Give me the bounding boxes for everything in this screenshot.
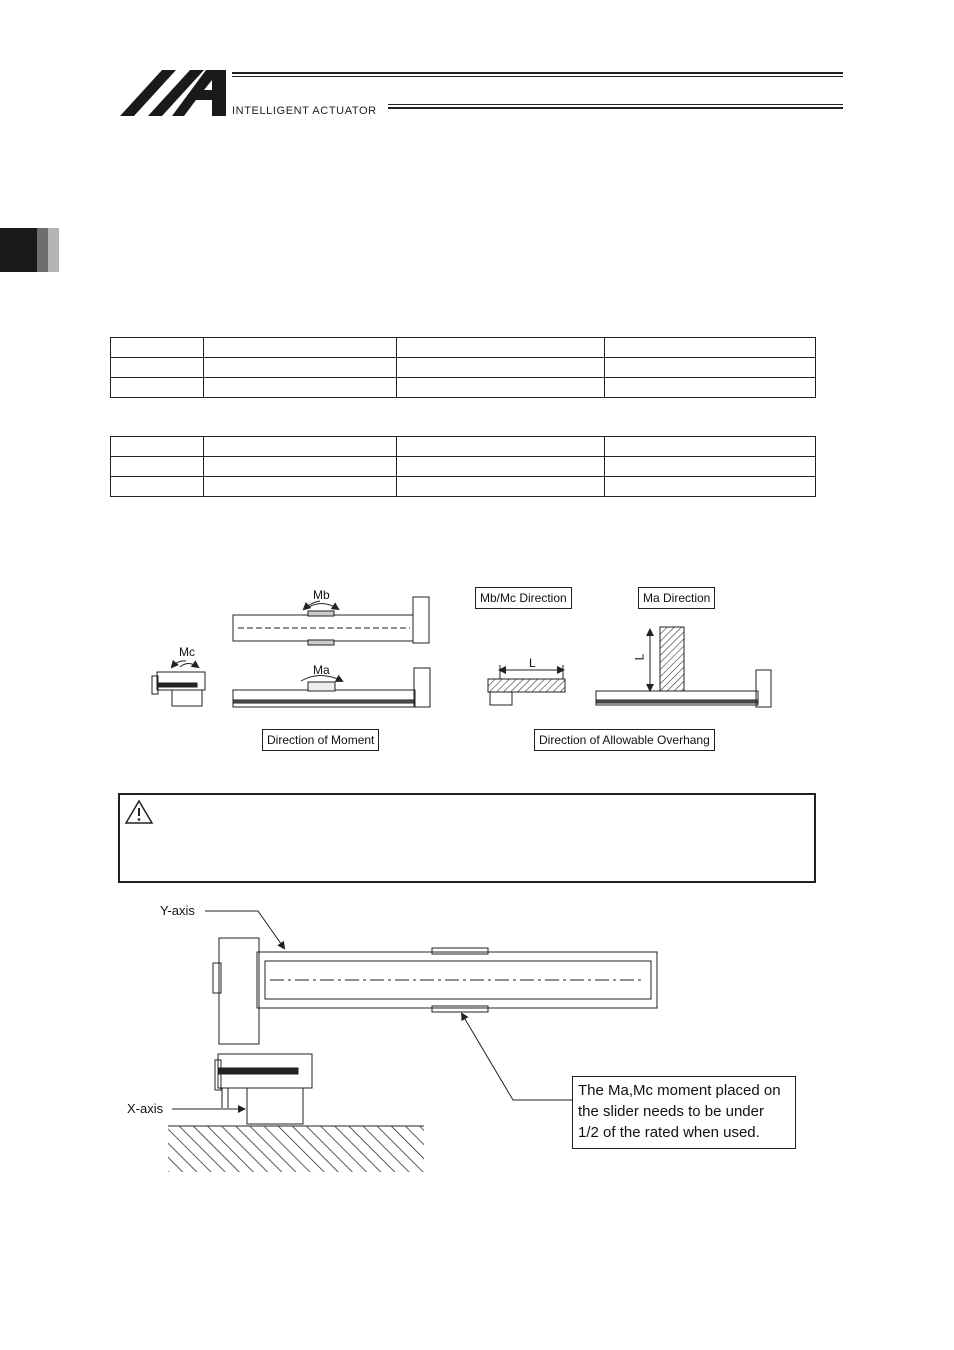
direction-of-moment-label: Direction of Moment (262, 729, 379, 751)
leader-lines (172, 911, 572, 1109)
ma-label: Ma (313, 663, 330, 677)
mb-label: Mb (313, 588, 330, 602)
x-axis-label: X-axis (127, 1101, 164, 1116)
y-axis-actuator (213, 938, 657, 1044)
x-axis-actuator (215, 1054, 312, 1124)
direction-of-overhang-label: Direction of Allowable Overhang (534, 729, 715, 751)
ma-direction-label: Ma Direction (638, 587, 715, 609)
y-axis-label: Y-axis (160, 903, 195, 918)
ground (168, 1126, 424, 1172)
mc-label: Mc (179, 645, 195, 659)
l-vertical-label: L (632, 653, 647, 661)
l-horizontal-label: L (529, 656, 536, 670)
brand-text: INTELLIGENT ACTUATOR (232, 105, 377, 117)
mbmc-direction-label: Mb/Mc Direction (475, 587, 572, 609)
moment-note (572, 1076, 796, 1149)
note-line-1: The Ma,Mc moment placed on (578, 1082, 781, 1099)
note-line-2: the slider needs to be under (578, 1103, 764, 1120)
note-line-3: 1/2 of the rated when used. (578, 1124, 760, 1141)
